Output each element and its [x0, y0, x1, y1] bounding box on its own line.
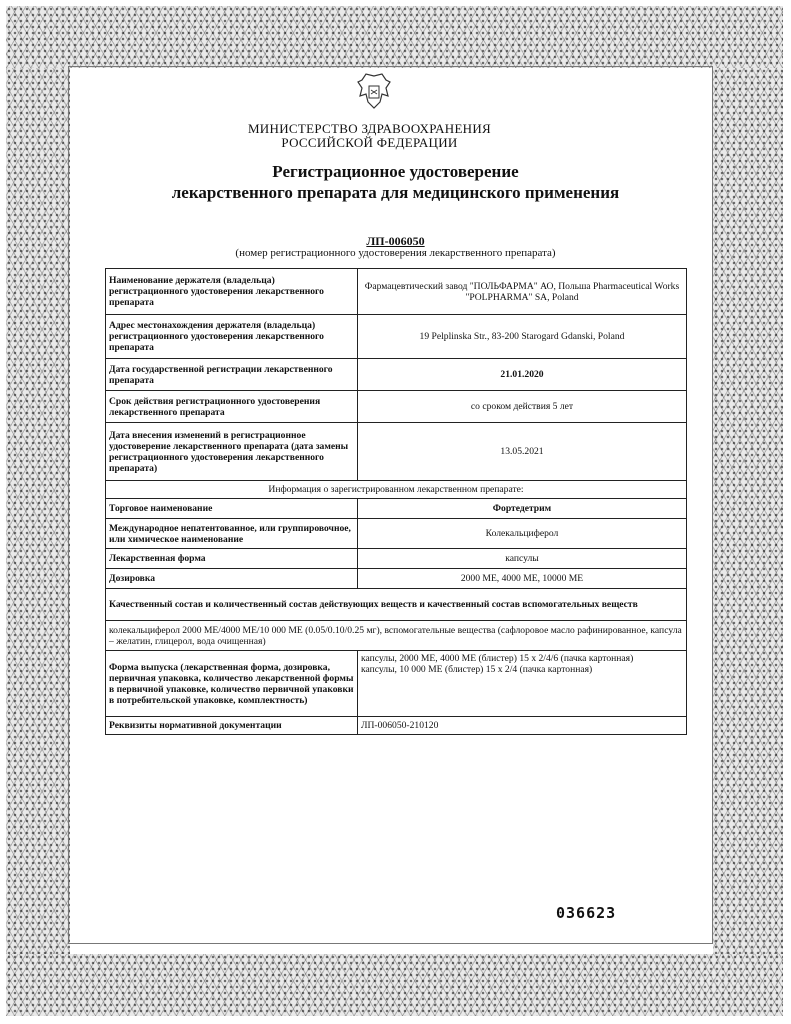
row-value: со сроком действия 5 лет	[358, 391, 687, 423]
row-label: Срок действия регистрационного удостоверения лекарственного препарата	[106, 391, 358, 423]
table-row	[106, 549, 687, 569]
info-heading: Информация о зарегистрированном лекарственном препарате:	[106, 481, 687, 499]
registration-number-note: (номер регистрационного удостоверения лекарственного препарата)	[235, 247, 556, 259]
row-value: 19 Pelplinska Str., 83-200 Starogard Gdanski, Poland	[358, 315, 687, 359]
composition-text: колекальциферол 2000 МЕ/4000 МЕ/10 000 МЕ (0.05/0.10/0.25 мг), вспомогательные вещества (сафлоровое масло рафинированное, капсула – желатин, глицерол, вода очищенная)	[106, 621, 687, 651]
table-row	[106, 315, 687, 359]
table-row	[106, 569, 687, 589]
row-label: Дозировка	[106, 569, 358, 589]
row-label: Дата государственной регистрации лекарственного препарата	[106, 359, 358, 391]
ministry-line-2: РОССИЙСКОЙ ФЕДЕРАЦИИ	[281, 135, 458, 150]
border-bottom	[6, 954, 783, 1016]
row-label: Торговое наименование	[106, 499, 358, 519]
table-row	[106, 481, 687, 499]
table-row	[106, 519, 687, 549]
coat-of-arms-icon	[356, 72, 392, 112]
row-label: Лекарственная форма	[106, 549, 358, 569]
composition-heading: Качественный состав и количественный состав действующих веществ и качественный состав вспомогательных веществ	[106, 589, 687, 621]
ministry-line-1: МИНИСТЕРСТВО ЗДРАВООХРАНЕНИЯ	[247, 121, 492, 136]
row-value: капсулы	[358, 549, 687, 569]
table-row	[106, 621, 687, 651]
release-form-line-2: капсулы, 10 000 МЕ (блистер) 15 x 2/4 (пачка картонная)	[361, 664, 593, 675]
table-row	[106, 423, 687, 481]
row-value: 21.01.2020	[358, 359, 687, 391]
border-top	[6, 6, 783, 68]
row-value: Фармацевтический завод "ПОЛЬФАРМА" АО, Польша Pharmaceutical Works "POLPHARMA" SA, Poland	[358, 269, 687, 315]
row-value: Фортедетрим	[358, 499, 687, 519]
table-row	[106, 359, 687, 391]
row-label: Адрес местонахождения держателя (владельца) регистрационного удостоверения лекарственного препарата	[106, 315, 358, 359]
table-row	[106, 717, 687, 735]
row-value: Колекальциферол	[358, 519, 687, 549]
row-label: Дата внесения изменений в регистрационное удостоверение лекарственного препарата (дата замены регистрационного удостоверения лекарственного препарата)	[106, 423, 358, 481]
row-label: Международное непатентованное, или группировочное, или химическое наименование	[106, 519, 358, 549]
row-value: 2000 МЕ, 4000 МЕ, 10000 МЕ	[358, 569, 687, 589]
row-value: 13.05.2021	[358, 423, 687, 481]
release-form-value	[358, 651, 687, 717]
table-row	[106, 269, 687, 315]
table-row	[106, 499, 687, 519]
registration-table	[105, 268, 687, 735]
normative-doc-value: ЛП-006050-210120	[358, 717, 687, 735]
table-row	[106, 651, 687, 717]
normative-doc-label: Реквизиты нормативной документации	[106, 717, 358, 735]
release-form-label: Форма выпуска (лекарственная форма, дозировка, первичная упаковка, количество лекарственной формы в первичной упаковке, количество первичной упаковки в потребительской упаковке, комплектность)	[106, 651, 358, 717]
table-row	[106, 391, 687, 423]
document-title-line-1: Регистрационное удостоверение	[272, 162, 519, 181]
row-label: Наименование держателя (владельца) регистрационного удостоверения лекарственного препарата	[106, 269, 358, 315]
release-form-line-1: капсулы, 2000 МЕ, 4000 МЕ (блистер) 15 x 2/4/6 (пачка картонная)	[361, 653, 634, 664]
table-row	[106, 589, 687, 621]
registration-number: ЛП-006050	[366, 234, 425, 248]
document-title-line-2: лекарственного препарата для медицинского применения	[171, 183, 620, 202]
serial-number: 036623	[556, 904, 617, 922]
